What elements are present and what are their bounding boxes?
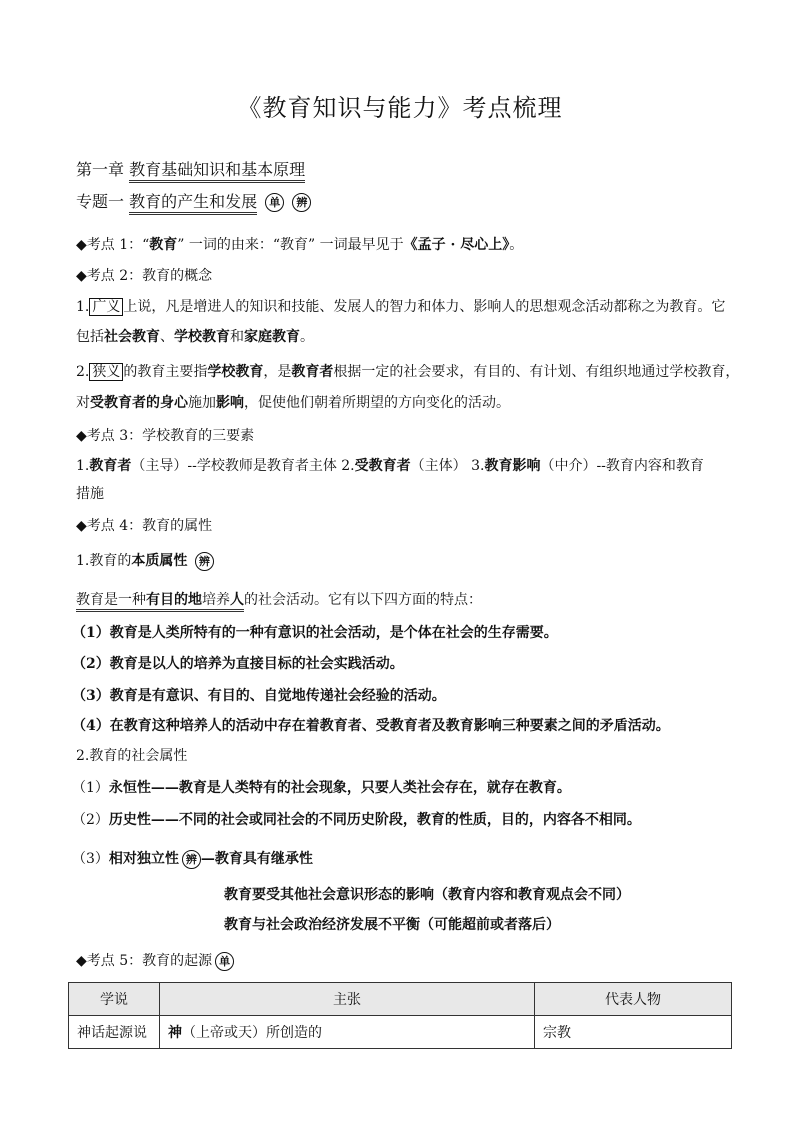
text: 培养	[202, 592, 230, 612]
bold-text: 学校教育	[207, 364, 264, 380]
table-header: 代表人物	[535, 983, 732, 1016]
bold-text: 人	[230, 592, 244, 612]
bian-badge-icon: 辨	[195, 552, 214, 571]
page-title: 《教育知识与能力》考点梳理	[237, 94, 563, 122]
text: （1）	[72, 780, 109, 796]
para-broad-line2	[76, 327, 736, 347]
text: 的教育主要指	[123, 364, 208, 380]
bold-text: （2）教育是以人的培养为直接目标的社会实践活动。	[72, 656, 404, 672]
bold-text: 教育影响	[484, 458, 541, 474]
bian-badge-icon: 辨	[292, 193, 311, 212]
independence-detail-2: 教育与社会政治经济发展不平衡（可能超前或者落后）	[224, 917, 560, 933]
three-elements-line1	[76, 456, 736, 476]
text: 根据一定的社会要求，有目的、有计划、有组织地通过学校教育，	[333, 364, 740, 380]
kaodian-4: ◆考点 4：教育的属性	[76, 518, 213, 534]
social-attribute-heading: 2.教育的社会属性	[76, 748, 188, 764]
text: （主导）--学校教师是教育者主体 2.	[131, 458, 355, 474]
bold-text: 永恒性——教育是人类特有的社会现象，只要人类社会存在，就存在教育。	[108, 780, 571, 796]
table-cell: 宗教	[535, 1016, 732, 1049]
bold-text: —教育具有继承性	[200, 851, 313, 867]
chapter-name: 教育基础知识和基本原理	[129, 160, 305, 183]
text: （上帝或天）所创造的	[182, 1025, 322, 1041]
text: 对	[76, 395, 90, 411]
bian-badge-icon: 辨	[182, 850, 201, 869]
bold-text: 教育者	[89, 458, 132, 474]
text: 施加	[188, 395, 216, 411]
bold-text: 受教育者的身心	[90, 395, 188, 411]
punct: 。	[300, 329, 314, 345]
chapter-prefix: 第一章	[76, 160, 125, 179]
kaodian-3: ◆考点 3：学校教育的三要素	[76, 428, 255, 444]
topic-name: 教育的产生和发展	[129, 192, 257, 215]
bold-text: （3）教育是有意识、有目的、自觉地传递社会经验的活动。	[72, 688, 446, 704]
para-text: 上说，凡是增进人的知识和技能、发展人的智力和体力、影响人的思想观念活动都称之为教育。它	[123, 299, 726, 315]
table-row	[69, 1016, 732, 1049]
table-header-row	[69, 983, 732, 1016]
topic-heading	[76, 192, 736, 212]
dan-badge-icon: 单	[265, 193, 284, 212]
quote-open: “	[142, 237, 150, 253]
punct: 、	[160, 329, 174, 345]
source-mengzi: 《孟子 · 尽心上》	[403, 237, 510, 253]
feature-item	[72, 623, 732, 643]
text: 1.	[76, 458, 90, 474]
text: （中介）--教育内容和教育	[540, 458, 704, 474]
kaodian-text: ” 一词的由来：“教育” 一词最早见于	[177, 237, 404, 253]
dan-badge-icon: 单	[215, 952, 234, 971]
bold-text: 影响	[216, 395, 244, 411]
kaodian-5	[76, 951, 736, 971]
text: （3）	[72, 851, 109, 867]
bold-text: 本质属性	[131, 553, 188, 569]
kaodian-2: ◆考点 2：教育的概念	[76, 268, 213, 284]
text: 和	[230, 329, 244, 345]
para-broad-definition	[76, 297, 736, 317]
boxed-term-xiayi: 狭义	[89, 363, 123, 381]
para-narrow-definition	[76, 362, 740, 382]
text: 1.教育的	[76, 553, 132, 569]
bold-text: 教育者	[291, 364, 334, 380]
text: ◆考点 5：教育的起源	[76, 953, 213, 969]
text: 教育是一种	[76, 592, 146, 612]
boxed-term-guangyi: 广义	[89, 298, 123, 316]
bold-text: 有目的地	[146, 592, 202, 612]
three-elements-line2: 措施	[76, 486, 104, 502]
term-social-education: 社会教育	[104, 329, 160, 345]
feature-item	[72, 654, 732, 674]
bold-text: 历史性——不同的社会或同社会的不同历史阶段，教育的性质，目的，内容各不相同。	[108, 812, 641, 828]
topic-prefix: 专题一	[76, 192, 125, 211]
table-header: 主张	[160, 983, 535, 1016]
feature-item	[72, 686, 732, 706]
table-cell: 神话起源说	[69, 1016, 160, 1049]
text: ，促使他们朝着所期望的方向变化的活动。	[244, 395, 510, 411]
bold-text: 受教育者	[354, 458, 411, 474]
text: 的社会活动。它有以下四方面的特点：	[244, 592, 482, 608]
item-number: 2.	[76, 364, 90, 380]
term-family-education: 家庭教育	[244, 329, 300, 345]
bold-text: 神	[168, 1025, 182, 1041]
feature-item	[72, 716, 732, 736]
bold-text: 相对独立性	[108, 851, 179, 867]
text: （主体） 3.	[410, 458, 485, 474]
bold-text: （1）教育是人类所特有的一种有意识的社会活动，是个体在社会的生存需要。	[72, 625, 558, 641]
bold-text: （4）在教育这种培养人的活动中存在着教育者、受教育者及教育影响三种要素之间的矛盾活动。	[72, 718, 670, 734]
independence-detail-1: 教育要受其他社会意识形态的影响（教育内容和教育观点会不同）	[224, 887, 630, 903]
origin-table	[68, 982, 732, 1049]
item-number: 1.	[76, 299, 90, 315]
education-definition	[76, 590, 736, 610]
text: 包括	[76, 329, 104, 345]
term-school-education: 学校教育	[174, 329, 230, 345]
punct: 。	[509, 237, 524, 253]
table-header: 学说	[69, 983, 160, 1016]
essential-attribute-heading	[76, 551, 736, 571]
text: ，是	[263, 364, 292, 380]
social-attr-item	[72, 810, 732, 830]
social-attr-item	[72, 849, 732, 869]
para-narrow-line2	[76, 393, 736, 413]
kaodian-label: ◆考点 1：	[76, 237, 143, 253]
kaodian-1	[76, 235, 736, 255]
text: （2）	[72, 812, 109, 828]
table-cell	[160, 1016, 535, 1049]
chapter-heading	[76, 160, 736, 180]
social-attr-item	[72, 778, 732, 798]
term-jiaoyu: 教育	[149, 237, 178, 253]
